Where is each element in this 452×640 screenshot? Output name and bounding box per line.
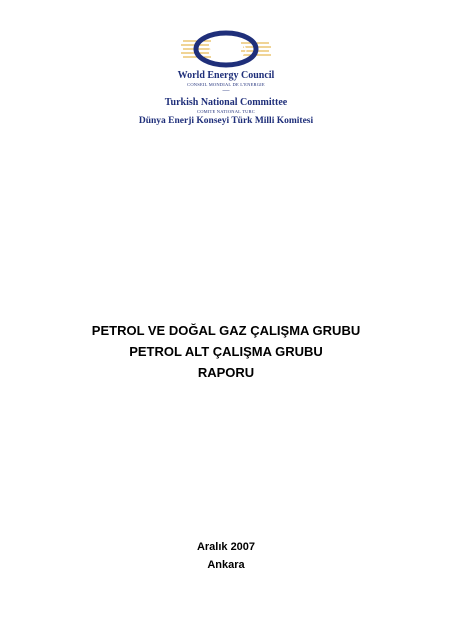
header-separator: —: [222, 86, 230, 94]
report-title: [0, 320, 452, 383]
title-line-3: RAPORU: [197, 365, 255, 380]
committee-name-turkish: Dünya Enerji Konseyi Türk Milli Komitesi: [138, 116, 314, 126]
title-line-1: PETROL VE DOĞAL GAZ ÇALIŞMA GRUBU: [91, 323, 361, 338]
org-name: World Energy Council: [177, 70, 275, 81]
report-footer: [0, 538, 452, 574]
report-date: Aralık 2007: [196, 541, 256, 553]
title-line-2: PETROL ALT ÇALIŞMA GRUBU: [129, 344, 323, 359]
world-energy-council-logo-icon: [181, 30, 271, 70]
committee-name: Turkish National Committee: [164, 97, 288, 108]
org-subtitle: CONSEIL MONDIAL DE L'ENERGIE: [187, 82, 265, 87]
report-city: Ankara: [207, 559, 245, 571]
committee-subtitle: COMITE NATIONAL TURC: [197, 109, 255, 114]
